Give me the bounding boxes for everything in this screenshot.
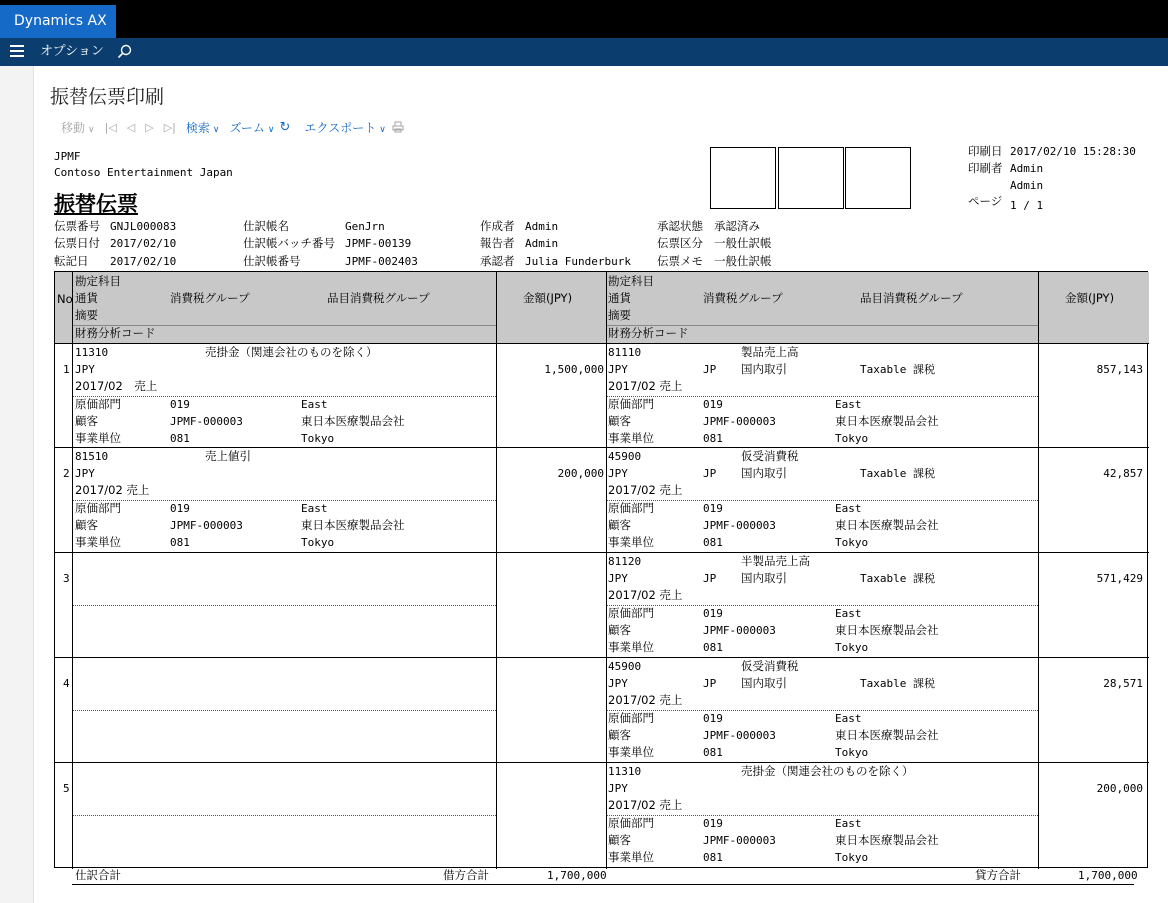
credit-cost-center-label: 原価部門 bbox=[608, 816, 654, 830]
journal-name-label: 仕訳帳名 bbox=[243, 219, 289, 233]
credit-cost-center: 019 bbox=[703, 712, 723, 725]
last-page-icon[interactable]: ▷| bbox=[163, 120, 176, 134]
printed-by-2: Admin bbox=[1010, 179, 1044, 192]
credit-bu: 081 bbox=[703, 432, 723, 445]
debit-cost-center: 019 bbox=[170, 502, 190, 515]
col-credit-amount: 金額(JPY) bbox=[1065, 291, 1115, 305]
credit-account: 45900 bbox=[608, 660, 642, 673]
first-page-icon[interactable]: |◁ bbox=[104, 120, 117, 134]
voucher-date-label: 伝票日付 bbox=[54, 236, 100, 250]
export-button[interactable]: エクスポート ∨ bbox=[304, 120, 386, 135]
credit-tax-group-name: 国内取引 bbox=[741, 571, 787, 585]
debit-bu: 081 bbox=[170, 536, 190, 549]
credit-account-name: 仮受消費税 bbox=[741, 659, 799, 673]
credit-customer-label: 顧客 bbox=[608, 518, 631, 532]
stamp-box bbox=[710, 147, 776, 209]
col-debit-amount: 金額(JPY) bbox=[523, 291, 573, 305]
credit-total: 1,700,000 bbox=[1078, 869, 1138, 882]
debit-customer-name: 東日本医療製品会社 bbox=[301, 414, 405, 428]
print-date-label: 印刷日 bbox=[968, 144, 1003, 158]
table-header bbox=[55, 272, 1149, 343]
report-title: 振替伝票 bbox=[54, 192, 138, 216]
creator: Admin bbox=[525, 220, 559, 233]
debit-cost-center-label: 原価部門 bbox=[75, 501, 121, 515]
top-bar bbox=[0, 0, 1168, 38]
menu-bar bbox=[0, 38, 1168, 66]
debit-amount: 1,500,000 bbox=[544, 363, 604, 376]
next-page-icon[interactable]: ▷ bbox=[145, 120, 154, 134]
credit-amount: 200,000 bbox=[1096, 782, 1143, 795]
credit-bu-label: 事業単位 bbox=[608, 431, 654, 445]
debit-currency: JPY bbox=[75, 467, 95, 480]
credit-cost-center-label: 原価部門 bbox=[608, 606, 654, 620]
previous-page-icon[interactable]: ◁ bbox=[126, 120, 136, 134]
debit-cost-center-name: East bbox=[301, 398, 328, 411]
journal-number-label: 仕訳帳番号 bbox=[243, 254, 301, 268]
credit-description: 2017/02 売上 bbox=[608, 483, 683, 497]
debit-bu-label: 事業単位 bbox=[75, 535, 121, 549]
credit-cost-center-name: East bbox=[835, 712, 862, 725]
page-title: 振替伝票印刷 bbox=[50, 86, 165, 108]
credit-customer-name: 東日本医療製品会社 bbox=[835, 414, 939, 428]
credit-bu: 081 bbox=[703, 851, 723, 864]
print-date: 2017/02/10 15:28:30 bbox=[1010, 145, 1136, 158]
chevron-down-icon: ∨ bbox=[267, 124, 275, 135]
credit-customer-name: 東日本医療製品会社 bbox=[835, 728, 939, 742]
credit-item-tax-group: Taxable 課税 bbox=[860, 572, 935, 585]
credit-tax-group: JP bbox=[703, 572, 717, 585]
page-label: ページ bbox=[968, 194, 1003, 208]
credit-currency: JPY bbox=[608, 782, 628, 795]
debit-total-label: 借方合計 bbox=[443, 868, 489, 882]
credit-customer-name: 東日本医療製品会社 bbox=[835, 623, 939, 637]
credit-amount: 28,571 bbox=[1103, 677, 1143, 690]
credit-customer-label: 顧客 bbox=[608, 728, 631, 742]
credit-cost-center-name: East bbox=[835, 398, 862, 411]
credit-bu-label: 事業単位 bbox=[608, 850, 654, 864]
credit-cost-center: 019 bbox=[703, 607, 723, 620]
credit-currency: JPY bbox=[608, 467, 628, 480]
app-brand[interactable]: Dynamics AX bbox=[0, 5, 116, 38]
debit-total: 1,700,000 bbox=[547, 869, 607, 882]
credit-customer: JPMF-000003 bbox=[703, 415, 776, 428]
chevron-down-icon: ∨ bbox=[212, 124, 220, 135]
page-number: 1 / 1 bbox=[1010, 199, 1044, 212]
debit-bu-name: Tokyo bbox=[301, 432, 335, 445]
col-debit-tax-group: 消費税グループ bbox=[170, 291, 250, 305]
search-button[interactable]: 検索 ∨ bbox=[185, 120, 220, 135]
debit-description: 2017/02 売上 bbox=[75, 483, 150, 497]
credit-currency: JPY bbox=[608, 572, 628, 585]
voucher-date: 2017/02/10 bbox=[110, 237, 177, 250]
credit-tax-group-name: 国内取引 bbox=[741, 466, 787, 480]
credit-customer-name: 東日本医療製品会社 bbox=[835, 833, 939, 847]
voucher-memo-label: 伝票メモ bbox=[657, 254, 703, 268]
debit-cost-center-label: 原価部門 bbox=[75, 397, 121, 411]
debit-account-name: 売掛金（関連会社のものを除く） bbox=[205, 345, 378, 359]
stamp-box bbox=[845, 147, 911, 209]
debit-description: 2017/02 売上 bbox=[75, 379, 158, 393]
report-toolbar bbox=[61, 118, 404, 136]
report-canvas bbox=[0, 140, 1168, 903]
row-number: 5 bbox=[63, 782, 70, 795]
credit-item-tax-group: Taxable 課税 bbox=[860, 467, 935, 480]
approval-status-label: 承認状態 bbox=[657, 219, 703, 233]
credit-bu-name: Tokyo bbox=[835, 432, 869, 445]
credit-account-name: 売掛金（関連会社のものを除く） bbox=[741, 764, 914, 778]
journal-number: JPMF-002403 bbox=[345, 255, 418, 268]
printed-by-label: 印刷者 bbox=[968, 161, 1003, 175]
debit-amount: 200,000 bbox=[557, 467, 604, 480]
credit-currency: JPY bbox=[608, 677, 628, 690]
approver-label: 承認者 bbox=[480, 254, 515, 268]
credit-bu-name: Tokyo bbox=[835, 851, 869, 864]
posting-date: 2017/02/10 bbox=[110, 255, 177, 268]
col-no: No bbox=[57, 292, 73, 306]
refresh-icon[interactable]: ↻ bbox=[279, 119, 291, 135]
approver: Julia Funderburk bbox=[525, 255, 631, 268]
credit-cost-center-label: 原価部門 bbox=[608, 501, 654, 515]
chevron-down-icon: ∨ bbox=[379, 124, 386, 135]
debit-bu: 081 bbox=[170, 432, 190, 445]
credit-cost-center: 019 bbox=[703, 502, 723, 515]
credit-cost-center: 019 bbox=[703, 398, 723, 411]
credit-item-tax-group: Taxable 課税 bbox=[860, 363, 935, 376]
debit-account-name: 売上値引 bbox=[205, 449, 251, 463]
credit-account: 45900 bbox=[608, 450, 642, 463]
credit-tax-group-name: 国内取引 bbox=[741, 362, 787, 376]
col-credit-currency: 通貨 bbox=[608, 291, 631, 305]
credit-customer-label: 顧客 bbox=[608, 414, 631, 428]
col-credit-tax-group: 消費税グループ bbox=[703, 291, 783, 305]
credit-currency: JPY bbox=[608, 363, 628, 376]
voucher-memo: 一般仕訳帳 bbox=[714, 254, 772, 268]
credit-customer: JPMF-000003 bbox=[703, 519, 776, 532]
credit-item-tax-group: Taxable 課税 bbox=[860, 677, 935, 690]
row-number: 4 bbox=[63, 677, 70, 690]
credit-account-name: 仮受消費税 bbox=[741, 449, 799, 463]
col-credit-fin-dim: 財務分析コード bbox=[608, 326, 689, 340]
voucher-type-label: 伝票区分 bbox=[657, 236, 703, 250]
credit-customer-name: 東日本医療製品会社 bbox=[835, 518, 939, 532]
credit-amount: 857,143 bbox=[1096, 363, 1143, 376]
credit-bu-name: Tokyo bbox=[835, 746, 869, 759]
credit-bu: 081 bbox=[703, 746, 723, 759]
journal-name: GenJrn bbox=[345, 220, 385, 233]
debit-account: 11310 bbox=[75, 346, 109, 359]
credit-bu-label: 事業単位 bbox=[608, 745, 654, 759]
col-debit-description: 摘要 bbox=[75, 308, 98, 322]
debit-cost-center: 019 bbox=[170, 398, 190, 411]
credit-account-name: 半製品売上高 bbox=[741, 554, 810, 568]
zoom-button[interactable]: ズーム ∨ bbox=[229, 120, 275, 135]
credit-customer: JPMF-000003 bbox=[703, 624, 776, 637]
col-credit-description: 摘要 bbox=[608, 308, 631, 322]
search-icon[interactable] bbox=[116, 43, 134, 61]
posting-date-label: 転記日 bbox=[54, 254, 89, 268]
credit-description: 2017/02 売上 bbox=[608, 588, 683, 602]
debit-customer-name: 東日本医療製品会社 bbox=[301, 518, 405, 532]
voucher-type: 一般仕訳帳 bbox=[714, 236, 772, 250]
company-name: Contoso Entertainment Japan bbox=[54, 166, 233, 179]
credit-bu-name: Tokyo bbox=[835, 641, 869, 654]
debit-account: 81510 bbox=[75, 450, 109, 463]
company-code: JPMF bbox=[54, 150, 81, 163]
col-credit-item-tax-group: 品目消費税グループ bbox=[860, 291, 963, 305]
row-number: 1 bbox=[63, 363, 70, 376]
col-debit-item-tax-group: 品目消費税グループ bbox=[327, 291, 430, 305]
credit-cost-center: 019 bbox=[703, 817, 723, 830]
debit-currency: JPY bbox=[75, 363, 95, 376]
batch-label: 仕訳帳バッチ番号 bbox=[243, 236, 335, 250]
journal-total-label: 仕訳合計 bbox=[75, 868, 121, 882]
credit-bu: 081 bbox=[703, 536, 723, 549]
credit-description: 2017/02 売上 bbox=[608, 798, 683, 812]
debit-customer: JPMF-000003 bbox=[170, 519, 243, 532]
credit-account: 81120 bbox=[608, 555, 642, 568]
credit-cost-center-label: 原価部門 bbox=[608, 397, 654, 411]
credit-cost-center-name: East bbox=[835, 817, 862, 830]
stamp-box bbox=[778, 147, 844, 209]
creator-label: 作成者 bbox=[480, 219, 515, 233]
debit-cost-center-name: East bbox=[301, 502, 328, 515]
options-menu[interactable]: オプション bbox=[40, 44, 104, 59]
credit-tax-group: JP bbox=[703, 677, 717, 690]
credit-customer-label: 顧客 bbox=[608, 833, 631, 847]
row-number: 2 bbox=[63, 467, 70, 480]
col-debit-fin-dim: 財務分析コード bbox=[75, 326, 156, 340]
approval-status: 承認済み bbox=[714, 219, 760, 233]
debit-bu-label: 事業単位 bbox=[75, 431, 121, 445]
credit-tax-group-name: 国内取引 bbox=[741, 676, 787, 690]
credit-cost-center-name: East bbox=[835, 502, 862, 515]
credit-cost-center-name: East bbox=[835, 607, 862, 620]
credit-amount: 42,857 bbox=[1103, 467, 1143, 480]
move-button[interactable]: 移動 ∨ bbox=[61, 120, 95, 135]
reporter-label: 報告者 bbox=[480, 236, 515, 250]
voucher-number: GNJL000083 bbox=[110, 220, 177, 233]
reporter: Admin bbox=[525, 237, 559, 250]
voucher-table bbox=[54, 271, 1148, 868]
credit-bu: 081 bbox=[703, 641, 723, 654]
credit-customer: JPMF-000003 bbox=[703, 729, 776, 742]
credit-description: 2017/02 売上 bbox=[608, 379, 683, 393]
hamburger-menu-icon[interactable] bbox=[10, 45, 24, 57]
debit-bu-name: Tokyo bbox=[301, 536, 335, 549]
col-debit-currency: 通貨 bbox=[75, 291, 98, 305]
credit-account: 11310 bbox=[608, 765, 642, 778]
credit-customer-label: 顧客 bbox=[608, 623, 631, 637]
col-debit-account: 勘定科目 bbox=[75, 274, 121, 288]
credit-customer: JPMF-000003 bbox=[703, 834, 776, 847]
printed-by: Admin bbox=[1010, 162, 1044, 175]
voucher-number-label: 伝票番号 bbox=[54, 219, 100, 233]
credit-tax-group: JP bbox=[703, 467, 717, 480]
credit-total-label: 貸方合計 bbox=[975, 868, 1021, 882]
col-credit-account: 勘定科目 bbox=[608, 274, 654, 288]
credit-bu-label: 事業単位 bbox=[608, 535, 654, 549]
credit-cost-center-label: 原価部門 bbox=[608, 711, 654, 725]
debit-customer-label: 顧客 bbox=[75, 414, 98, 428]
credit-bu-name: Tokyo bbox=[835, 536, 869, 549]
debit-customer-label: 顧客 bbox=[75, 518, 98, 532]
row-number: 3 bbox=[63, 572, 70, 585]
credit-account-name: 製品売上高 bbox=[741, 345, 799, 359]
credit-tax-group: JP bbox=[703, 363, 717, 376]
totals-underline bbox=[72, 884, 1134, 885]
print-icon[interactable] bbox=[392, 121, 404, 133]
credit-bu-label: 事業単位 bbox=[608, 640, 654, 654]
debit-customer: JPMF-000003 bbox=[170, 415, 243, 428]
credit-account: 81110 bbox=[608, 346, 642, 359]
chevron-down-icon: ∨ bbox=[88, 124, 95, 135]
credit-description: 2017/02 売上 bbox=[608, 693, 683, 707]
credit-amount: 571,429 bbox=[1096, 572, 1143, 585]
batch-number: JPMF-00139 bbox=[345, 237, 412, 250]
